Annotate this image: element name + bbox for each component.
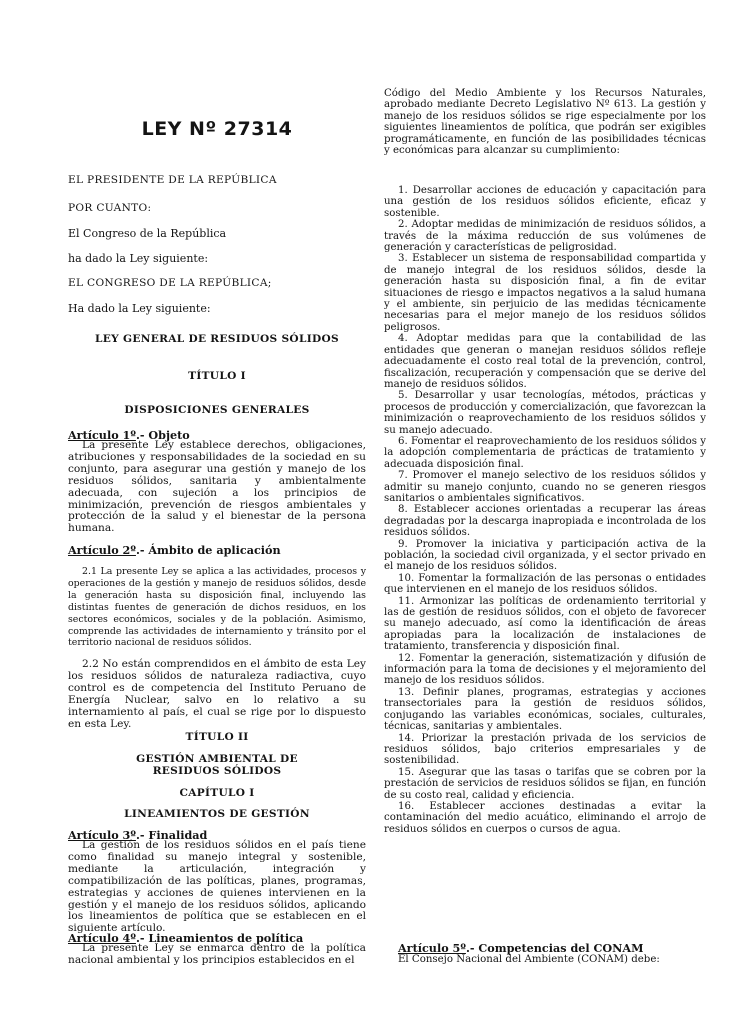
article-2-title: .- Ámbito de aplicación xyxy=(135,543,281,557)
article-2-paragraph-2: 2.2 No están comprendidos en el ámbito de esta Ley los residuos sólidos de naturaleza radiactiva, cuyo control es de competencia del Instituto Peruano de Energía Nuclear, salvo en lo relativo a su internamiento al país, el cual se rige por lo dispuesto en esta Ley. xyxy=(68,658,366,730)
guideline-item: 12. Fomentar la generación, sistematización y difusión de información para la toma de decisiones y el mejoramiento del manejo de los residuos sólidos. xyxy=(384,652,706,687)
guideline-item: 4. Adoptar medidas para que la contabilidad de las entidades que generan o manejan residuos sólidos refleje adecuadamente el costo real total de la prevención, control, fiscalización, recuperación y compensación que se derive del manejo de residuos sólidos. xyxy=(384,333,706,390)
capitulo-1-heading: CAPÍTULO I xyxy=(179,787,255,799)
guidelines-list xyxy=(384,185,706,835)
article-2-paragraph-1: 2.1 La presente Ley se aplica a las actividades, procesos y operaciones de la gestión y manejo de residuos sólidos, desde la generación hasta su disposición final, incluyendo las distintas fuentes de generación de dichos residuos, en los sectores económicos, sociales y de la población. Asimismo, comprende las actividades de internamiento y tránsito por el territorio nacional de residuos sólidos. xyxy=(68,566,366,649)
guideline-item: 2. Adoptar medidas de minimización de residuos sólidos, a través de la máxima reducción de sus volúmenes de generación y características de peligrosidad. xyxy=(384,219,706,254)
law-title: LEY Nº 27314 xyxy=(141,118,293,140)
guideline-item: 3. Establecer un sistema de responsabilidad compartida y de manejo integral de los residuos sólidos, desde la generación hasta su disposición final, a fin de evitar situaciones de riesgo e impactos negativos a la salud humana y el ambiente, sin perjuicio de las medidas técnicamente necesarias para el mejor manejo de los residuos sólidos peligrosos. xyxy=(384,253,706,333)
article-2-label: Artículo 2º xyxy=(68,543,136,557)
article-4-text: La presente Ley se enmarca dentro de la política nacional ambiental y los principios establecidos en el xyxy=(68,942,366,966)
article-4-title: .- Lineamientos de política xyxy=(135,931,304,945)
guideline-item: 15. Asegurar que las tasas o tarifas que se cobren por la prestación de servicios de residuos sólidos se fijan, en función de su costo real, calidad y eficiencia. xyxy=(384,766,707,801)
guideline-item: 10. Fomentar la formalización de las personas o entidades que intervienen en el manejo de los residuos sólidos. xyxy=(384,572,706,596)
article-1-text: La presente Ley establece derechos, obligaciones, atribuciones y responsabilidades de la sociedad en su conjunto, para asegurar una gestión y manejo de los residuos sólidos, sanitaria y ambientalmente adecuada, con sujeción a los principios de minimización, prevención de riesgos ambientales y protección de la salud y el bienestar de la persona humana. xyxy=(68,439,366,535)
article-4-continuation: Código del Medio Ambiente y los Recursos Naturales, aprobado mediante Decreto Legislativo Nº 613. La gestión y manejo de los residuos sólidos se rige especialmente por los siguientes lineamientos de política, que podrán ser exigibles programáticamente, en función de las posibilidades técnicas y económicas para alcanzar su cumplimiento: xyxy=(384,88,706,157)
article-5-text: El Consejo Nacional del Ambiente (CONAM) debe: xyxy=(398,954,660,965)
preamble-por-cuanto: POR CUANTO: xyxy=(68,202,152,214)
article-2-heading xyxy=(68,543,366,557)
article-3-title: .- Finalidad xyxy=(135,828,208,842)
article-3-text: La gestión de los residuos sólidos en el país tiene como finalidad su manejo integral y sostenible, mediante la articulación, integración y compatibilización de las políticas, planes, programas, estrategias y acciones de quienes intervienen en la gestión y el manejo de los residuos sólidos, aplicando los lineamientos de política que se establecen en el siguiente artículo. xyxy=(68,839,366,935)
guideline-item: 8. Establecer acciones orientadas a recuperar las áreas degradadas por la descarga inapropiada e incontrolada de los residuos sólidos. xyxy=(384,504,706,539)
guideline-item: 13. Definir planes, programas, estrategias y acciones transectoriales para la gestión de residuos sólidos, conjugando las variables económicas, sociales, culturales, técnicas, sanitarias y ambientales. xyxy=(384,686,706,733)
guideline-item: 11. Armonizar las políticas de ordenamiento territorial y las de gestión de residuos sólidos, con el objeto de favorecer su manejo adecuado, así como la identificación de áreas apropiadas para la localización de instalaciones de tratamiento, transferencia y disposición final. xyxy=(384,595,706,653)
guideline-item: 9. Promover la iniciativa y participación activa de la población, la sociedad civil organizada, y el sector privado en el manejo de los residuos sólidos. xyxy=(384,538,706,573)
capitulo-1-name: LINEAMIENTOS DE GESTIÓN xyxy=(124,808,310,820)
article-1-title: .- Objeto xyxy=(135,428,190,442)
guideline-item: 5. Desarrollar y usar tecnologías, métodos, prácticas y procesos de producción y comercialización, que favorezcan la minimización o reaprovechamiento de los residuos sólidos y su manejo adecuado. xyxy=(384,390,706,436)
guideline-item: 6. Fomentar el reaprovechamiento de los residuos sólidos y la adopción complementaria de prácticas de tratamiento y adecuada disposición final. xyxy=(384,435,706,470)
preamble-ha-dado: Ha dado la Ley siguiente: xyxy=(68,302,211,315)
law-name-heading: LEY GENERAL DE RESIDUOS SÓLIDOS xyxy=(95,333,339,345)
guideline-item: 14. Priorizar la prestación privada de los servicios de residuos sólidos, bajo criterios empresariales y de sostenibilidad. xyxy=(384,732,706,767)
article-5-label: Artículo 5º xyxy=(398,941,466,955)
article-3-label: Artículo 3º xyxy=(68,828,136,842)
titulo-2-name: GESTIÓN AMBIENTAL DE RESIDUOS SÓLIDOS xyxy=(136,753,298,777)
preamble-ley-siguiente: ha dado la Ley siguiente: xyxy=(68,252,209,265)
article-1-label: Artículo 1º xyxy=(68,428,136,442)
guideline-item: 7. Promover el manejo selectivo de los residuos sólidos y admitir su manejo conjunto, cuando no se generen riesgos sanitarios o ambientales significativos. xyxy=(384,470,706,504)
article-4-label: Artículo 4º xyxy=(68,931,136,945)
titulo-1-name: DISPOSICIONES GENERALES xyxy=(124,404,310,416)
guideline-item: 1. Desarrollar acciones de educación y capacitación para una gestión de los residuos sólidos eficiente, eficaz y sostenible. xyxy=(384,185,706,219)
preamble-congreso: El Congreso de la República xyxy=(68,227,227,240)
titulo-2-heading: TÍTULO II xyxy=(185,731,249,743)
preamble-el-congreso: EL CONGRESO DE LA REPÚBLICA; xyxy=(68,277,272,289)
preamble-president: EL PRESIDENTE DE LA REPÚBLICA xyxy=(68,174,277,186)
titulo-1-heading: TÍTULO I xyxy=(188,370,246,382)
article-5-heading xyxy=(384,941,706,955)
article-5-title: .- Competencias del CONAM xyxy=(465,941,644,955)
guideline-item: 16. Establecer acciones destinadas a evitar la contaminación del medio acuático, eliminando el arrojo de residuos sólidos en cuerpos o cursos de agua. xyxy=(384,800,706,835)
